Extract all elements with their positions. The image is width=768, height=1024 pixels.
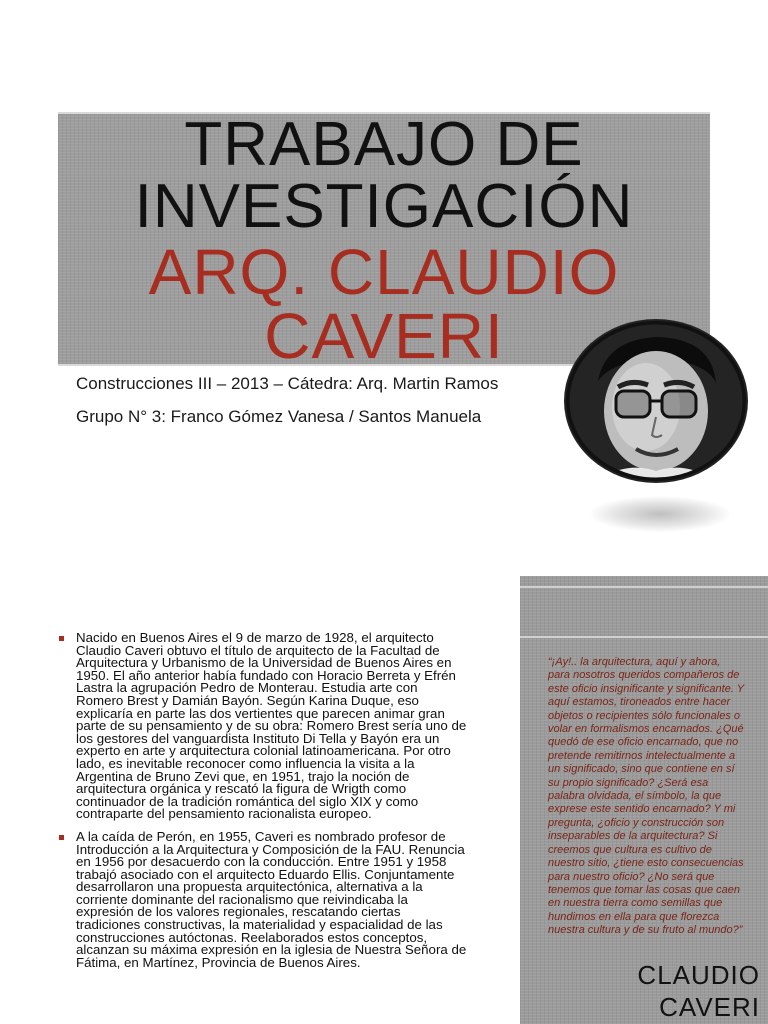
biography-text: Nacido en Buenos Aires el 9 de marzo de 1928, el arquitecto Claudio Caveri obtuvo el título de arquitecto de la Facultad de Arquitectura y Urbanismo de la Universidad de Buenos Aires en 1950. El año anterior había fundado con Horacio Berreta y Efrén Lastra la agrupación Pedro de Monterau. Estudia arte con Romero Brest y Damián Bayón. Según Karina Duque, eso explicaría en parte las dos vertientes que parecen animar gran parte de su pensamiento y de su obra: Romero Brest sería uno de los gestores del vanguardista Instituto Di Tella y Bayón era un experto en arte y arquitectura colonial latinoamericana. Por otro lado, es inevitable reconocer como influencia la visita a la Argentina de Bruno Zevi que, en 1951, trajo la noción de arquitectura orgánica y rescató la figura de Wrigth como continuador de la tradición romántica del siglo XIX y como contraparte del pensamiento racionalista europeo. bbox=[76, 630, 467, 822]
quote-panel-divider-line bbox=[520, 636, 768, 638]
title-line-4: CAVERI bbox=[264, 300, 504, 372]
quote-panel bbox=[520, 576, 768, 1024]
group-subtitle: Grupo N° 3: Franco Gómez Vanesa / Santos Manuela bbox=[76, 407, 482, 426]
bullet-marker-icon bbox=[59, 835, 64, 840]
signature-first-name: CLAUDIO bbox=[637, 960, 760, 990]
biography-list bbox=[58, 632, 468, 979]
biography-item bbox=[58, 632, 468, 821]
biography-text: A la caída de Perón, en 1955, Caveri es nombrado profesor de Introducción a la Arquitectura y Composición de la FAU. Renuncia en 1956 por desacuerdo con la conducción. Entre 1951 y 1958 trabajó asociado con el arquitecto Eduardo Ellis. Conjuntamente desarrollaron una propuesta arquitectónica, alternativa a la corriente dominante del racionalismo que reivindicaba la expresión de los valores regionales, rescatando ciertas tradiciones constructivas, la materialidad y espacialidad de las construcciones autóctonas. Reelaborados estos conceptos, alcanzan su máxima expresión en la iglesia de Nuestra Señora de Fátima, en Martínez, Provincia de Buenos Aires. bbox=[76, 828, 467, 970]
portrait-shadow bbox=[590, 496, 730, 532]
title-line-1: TRABAJO DE bbox=[184, 110, 584, 179]
title-line-3: ARQ. CLAUDIO bbox=[148, 236, 620, 308]
biography-item bbox=[58, 828, 468, 970]
caveri-quote: “¡Ay!.. la arquitectura, aquí y ahora, para nosotros queridos compañeros de este oficio insignificante y significante. Y aquí estamos, tironeados entre hacer objetos o recipientes sólo funcionales o volar en formalismos encarnados. ¿Qué quedó de ese oficio encarnado, que no pretende remitirnos intelectualmente a un significado, sino que contiene en sí su propio significado? ¿Será esa palabra olvidada, el símbolo, la que exprese este sentido encarnado? Y mi pregunta, ¿oficio y construcción son inseparables de la arquitectura? Si creemos que cultura es cultivo de nuestro sitio, ¿tiene esto consecuencias para nuestro oficio? ¿No será que tenemos que tomar las cosas que caen en nuestra tierra como semillas que hundimos en ella para que florezca nuestra cultura y de su fruto al mundo?” bbox=[548, 656, 744, 937]
portrait-photo bbox=[566, 321, 746, 481]
title-line-2: INVESTIGACIÓN bbox=[134, 172, 634, 241]
portrait-illustration bbox=[566, 321, 746, 481]
bullet-marker-icon bbox=[59, 636, 64, 641]
quote-panel-top-line bbox=[520, 586, 768, 588]
signature-last-name: CAVERI bbox=[659, 992, 760, 1022]
course-subtitle: Construcciones III – 2013 – Cátedra: Arq. Martin Ramos bbox=[76, 374, 499, 393]
